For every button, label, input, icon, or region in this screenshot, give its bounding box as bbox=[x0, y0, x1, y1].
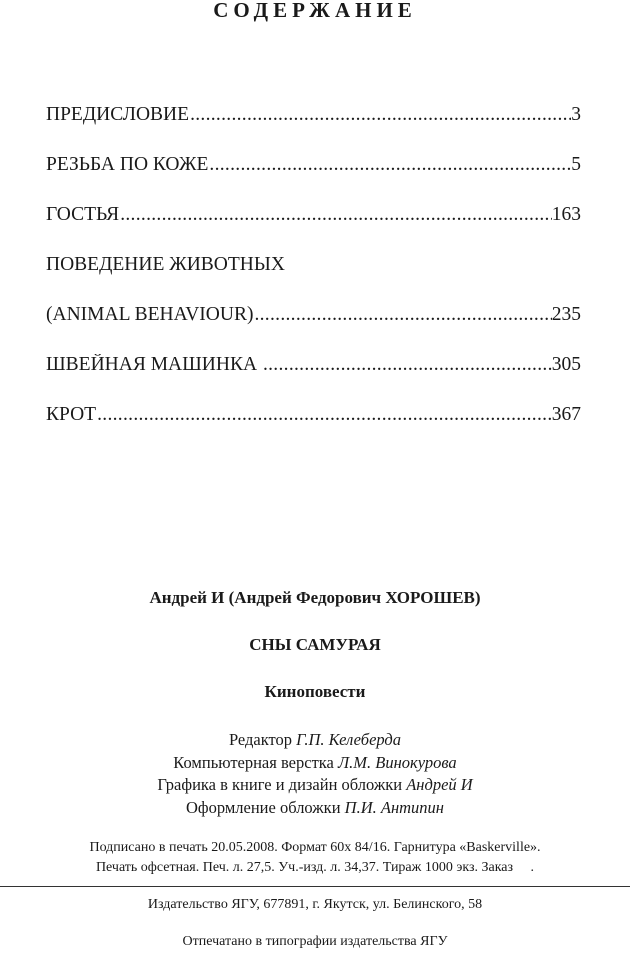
toc-entry-page: 367 bbox=[551, 404, 581, 425]
credit-role: Компьютерная верстка bbox=[173, 752, 338, 772]
toc-entry bbox=[46, 154, 581, 204]
toc-entry-title: ПОВЕДЕНИЕ ЖИВОТНЫХ bbox=[46, 254, 285, 275]
credit-name: П.И. Антипин bbox=[344, 797, 444, 817]
book-title: СНЫ САМУРАЯ bbox=[249, 635, 381, 654]
toc-entry-title: (ANIMAL BEHAVIOUR) bbox=[46, 304, 254, 325]
toc-entry bbox=[46, 304, 581, 354]
toc-entry-title: ПРЕДИСЛОВИЕ bbox=[46, 104, 190, 125]
credit-line bbox=[0, 752, 630, 775]
book-author: Андрей И (Андрей Федорович ХОРОШЕВ) bbox=[149, 588, 481, 607]
toc-dot-leader bbox=[189, 104, 571, 128]
credit-role: Графика в книге и дизайн обложки bbox=[157, 775, 407, 794]
printed-at-line: Отпечатано в типографии издательства ЯГУ bbox=[182, 934, 448, 949]
credit-line bbox=[0, 774, 630, 797]
credit-name: Андрей И bbox=[406, 775, 473, 794]
toc-entry-title: ГОСТЬЯ bbox=[46, 204, 120, 225]
toc-dot-leader bbox=[96, 404, 552, 428]
credit-name: Л.М. Винокурова bbox=[338, 752, 457, 772]
imprint-line: Печать офсетная. Печ. л. 27,5. Уч.-изд. л. 34,37. Тираж 1000 экз. Заказ . bbox=[95, 860, 535, 875]
publisher-line: Издательство ЯГУ, 677891, г. Якутск, ул. Белинского, 58 bbox=[147, 897, 483, 912]
toc-entry bbox=[46, 404, 581, 454]
toc-entry bbox=[46, 204, 581, 254]
toc-entry-title: КРОТ bbox=[46, 404, 97, 425]
toc-entry-page: 3 bbox=[571, 104, 581, 125]
toc-entry-title: РЕЗЬБА ПО КОЖЕ bbox=[46, 154, 209, 175]
toc-dot-leader bbox=[253, 304, 551, 328]
imprint-line: Подписано в печать 20.05.2008. Формат 60х 84/16. Гарнитура «Baskerville». bbox=[89, 840, 541, 855]
credits-block bbox=[0, 729, 630, 819]
toc-entry-title: ШВЕЙНАЯ МАШИНКА bbox=[46, 354, 262, 375]
toc-list bbox=[46, 104, 581, 454]
credit-role: Редактор bbox=[228, 730, 297, 749]
imprint-block bbox=[0, 838, 630, 878]
toc-entry bbox=[46, 254, 581, 304]
divider-rule bbox=[0, 886, 630, 887]
toc-dot-leader bbox=[262, 354, 552, 378]
toc-entry-page: 5 bbox=[571, 154, 581, 175]
toc-entry bbox=[46, 354, 581, 404]
toc-entry-page: 235 bbox=[551, 304, 581, 325]
credit-line bbox=[0, 729, 630, 752]
toc-entry-page: 305 bbox=[551, 354, 581, 375]
book-subtitle: Киноповести bbox=[264, 682, 366, 701]
credit-line bbox=[0, 797, 630, 820]
toc-dot-leader bbox=[119, 204, 552, 228]
credit-role: Оформление обложки bbox=[186, 797, 345, 817]
toc-heading: СОДЕРЖАНИЕ bbox=[213, 0, 417, 22]
toc-entry bbox=[46, 104, 581, 154]
toc-dot-leader bbox=[208, 154, 571, 178]
toc-entry-page: 163 bbox=[551, 204, 581, 225]
credit-name: Г.П. Келеберда bbox=[296, 730, 402, 749]
